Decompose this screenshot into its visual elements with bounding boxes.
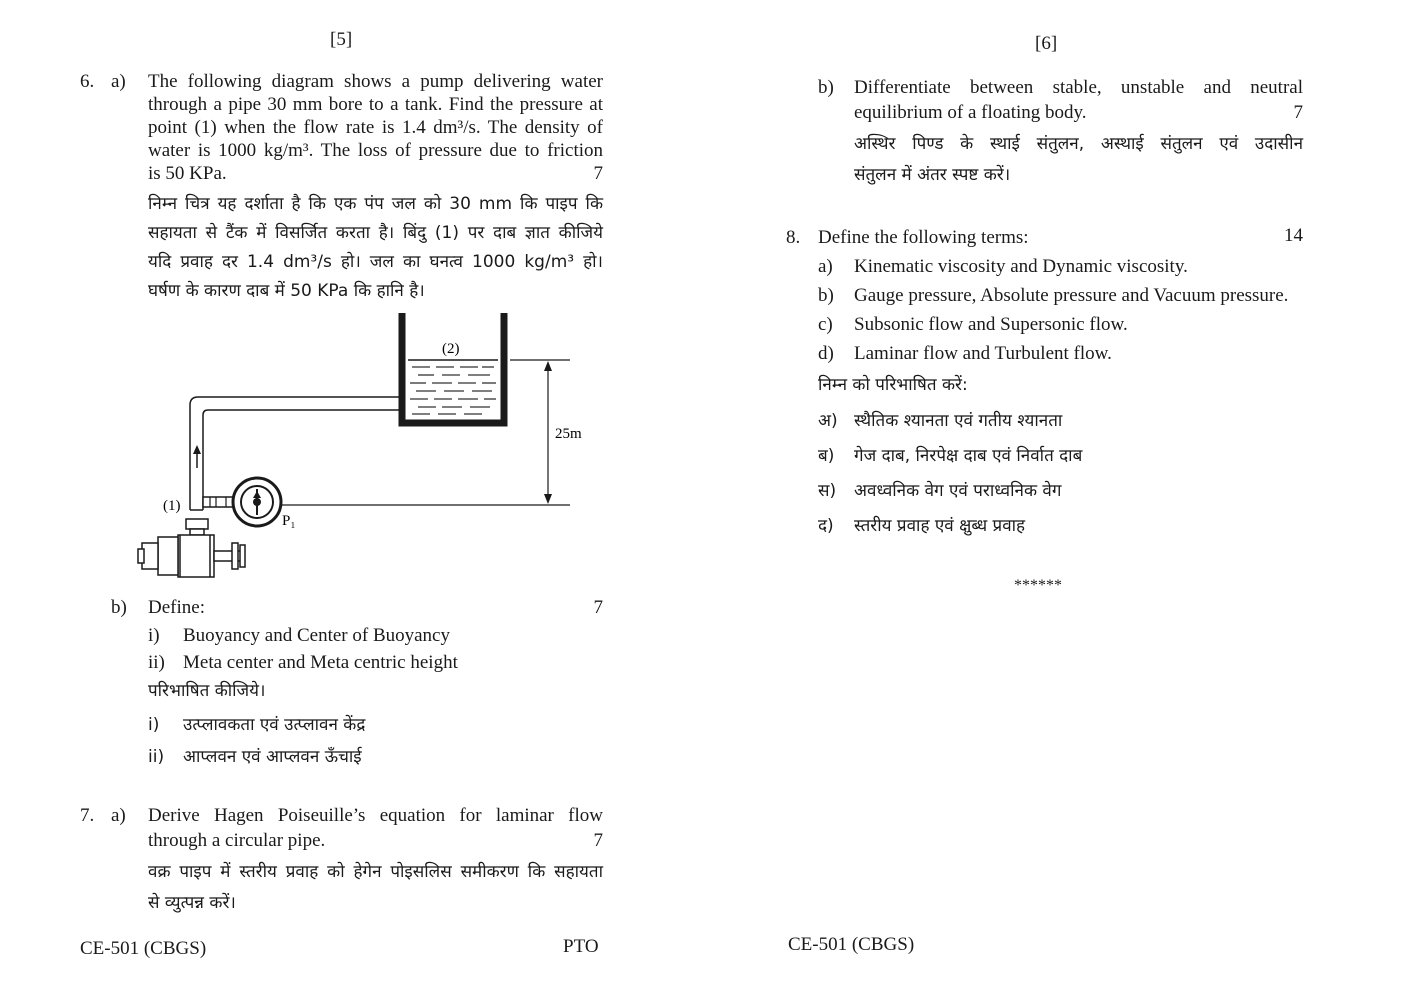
q8-item-a: Kinematic viscosity and Dynamic viscosity. bbox=[854, 256, 1188, 277]
footer-pto: PTO bbox=[563, 936, 599, 957]
q8-hindi-item-c-num: स) bbox=[818, 481, 837, 501]
q6b-item-1: Buoyancy and Center of Buoyancy bbox=[183, 625, 450, 646]
q6b-hindi-item-1-num: i) bbox=[148, 715, 160, 735]
q7b-line-2: equilibrium of a floating body. bbox=[854, 102, 1087, 123]
q6a-hindi-line-4: घर्षण के कारण दाब में 50 KPa कि हानि है। bbox=[148, 281, 425, 301]
q6a-hindi-line-3: यदि प्रवाह दर 1.4 dm³/s हो। जल का घनत्व 1000 kg/m³ हो। bbox=[148, 252, 603, 272]
tank bbox=[402, 313, 504, 423]
q6a-line-4: water is 1000 kg/m³. The loss of pressure due to friction bbox=[148, 140, 603, 161]
delivery-pipe bbox=[190, 397, 402, 510]
q7a-label: a) bbox=[111, 805, 126, 826]
q8-hindi-item-b: गेज दाब, निरपेक्ष दाब एवं निर्वात दाब bbox=[854, 446, 1083, 466]
q7b-line-1: Differentiate between stable, unstable and neutral bbox=[854, 77, 1303, 98]
q6a-line-1: The following diagram shows a pump delivering water bbox=[148, 71, 603, 92]
q8-text: Define the following terms: bbox=[818, 227, 1029, 248]
q6b-hindi-item-1: उत्प्लावकता एवं उत्प्लावन केंद्र bbox=[183, 715, 366, 735]
point-1-label: (1) bbox=[163, 498, 181, 514]
q8-item-c: Subsonic flow and Supersonic flow. bbox=[854, 314, 1128, 335]
q8-hindi-item-d: स्तरीय प्रवाह एवं क्षुब्ध प्रवाह bbox=[854, 516, 1026, 536]
q7-number: 7. bbox=[80, 805, 95, 826]
pressure-gauge bbox=[233, 478, 296, 529]
q6b-marks: 7 bbox=[593, 597, 603, 618]
q7b-marks: 7 bbox=[1293, 102, 1303, 123]
height-label: 25m bbox=[555, 426, 582, 442]
q8-marks: 14 bbox=[1284, 225, 1303, 246]
page-number-6: [6] bbox=[1035, 33, 1058, 54]
q6a-hindi-line-1: निम्न चित्र यह दर्शाता है कि एक पंप जल को 30 mm कि पाइप कि bbox=[148, 194, 603, 214]
end-marker: ****** bbox=[1014, 577, 1062, 594]
pump-label: P₁ bbox=[282, 513, 296, 529]
tank-label: (2) bbox=[442, 341, 460, 357]
q6b-item-2-num: ii) bbox=[148, 652, 165, 673]
q8-item-b-num: b) bbox=[818, 285, 834, 306]
q6b-hindi-intro: परिभाषित कीजिये। bbox=[148, 681, 266, 701]
q8-hindi-item-d-num: द) bbox=[818, 516, 834, 536]
q8-item-a-num: a) bbox=[818, 256, 833, 277]
q8-hindi-item-a-num: अ) bbox=[818, 411, 838, 431]
q7a-marks: 7 bbox=[593, 830, 603, 851]
left-footer-code: CE-501 (CBGS) bbox=[80, 938, 207, 959]
pump bbox=[138, 519, 245, 577]
q7b-hindi-line-2: संतुलन में अंतर स्पष्ट करें। bbox=[854, 165, 1011, 185]
q6a-label: a) bbox=[111, 71, 126, 92]
q6-number: 6. bbox=[80, 71, 95, 92]
height-dimension bbox=[280, 360, 570, 505]
q6a-line-3: point (1) when the flow rate is 1.4 dm³/s. The density of bbox=[148, 117, 603, 138]
q8-hindi-intro: निम्न को परिभाषित करें: bbox=[818, 375, 968, 395]
flow-arrow bbox=[193, 445, 201, 468]
q8-item-c-num: c) bbox=[818, 314, 833, 335]
q7b-hindi-line-1: अस्थिर पिण्ड के स्थाई संतुलन, अस्थाई संतुलन एवं उदासीन bbox=[854, 134, 1303, 154]
q6b-item-2: Meta center and Meta centric height bbox=[183, 652, 458, 673]
pump-tank-diagram bbox=[130, 305, 590, 590]
q6a-hindi-line-2: सहायता से टैंक में विसर्जित करता है। बिंदु (1) पर दाब ज्ञात कीजिये bbox=[148, 223, 603, 243]
q6b-hindi-item-2-num: ii) bbox=[148, 747, 165, 767]
q8-number: 8. bbox=[786, 227, 801, 248]
q6a-marks: 7 bbox=[593, 163, 603, 184]
q8-item-d: Laminar flow and Turbulent flow. bbox=[854, 343, 1112, 364]
q7a-hindi-line-2: से व्युत्पन्न करें। bbox=[148, 893, 236, 913]
gauge-connection bbox=[203, 497, 233, 507]
q8-hindi-item-b-num: ब) bbox=[818, 446, 835, 466]
q6b-label: b) bbox=[111, 597, 127, 618]
q8-item-d-num: d) bbox=[818, 343, 834, 364]
q8-item-b: Gauge pressure, Absolute pressure and Vacuum pressure. bbox=[854, 285, 1289, 306]
q7b-label: b) bbox=[818, 77, 834, 98]
q7a-line-1: Derive Hagen Poiseuille’s equation for laminar flow bbox=[148, 805, 603, 826]
q8-hindi-item-a: स्थैतिक श्यानता एवं गतीय श्यानता bbox=[854, 411, 1063, 431]
page-number-5: [5] bbox=[330, 29, 353, 50]
q6b-text: Define: bbox=[148, 597, 205, 618]
q7a-hindi-line-1: वक्र पाइप में स्तरीय प्रवाह को हेगेन पोइसलिस समीकरण कि सहायता bbox=[148, 862, 603, 882]
q8-hindi-item-c: अवध्वनिक वेग एवं पराध्वनिक वेग bbox=[854, 481, 1062, 501]
q6b-hindi-item-2: आप्लवन एवं आप्लवन ऊँचाई bbox=[183, 747, 362, 767]
q6a-line-5: is 50 KPa. bbox=[148, 163, 227, 184]
q6b-item-1-num: i) bbox=[148, 625, 160, 646]
q6a-line-2: through a pipe 30 mm bore to a tank. Find the pressure at bbox=[148, 94, 603, 115]
q7a-line-2: through a circular pipe. bbox=[148, 830, 326, 851]
right-footer-code: CE-501 (CBGS) bbox=[788, 934, 915, 955]
